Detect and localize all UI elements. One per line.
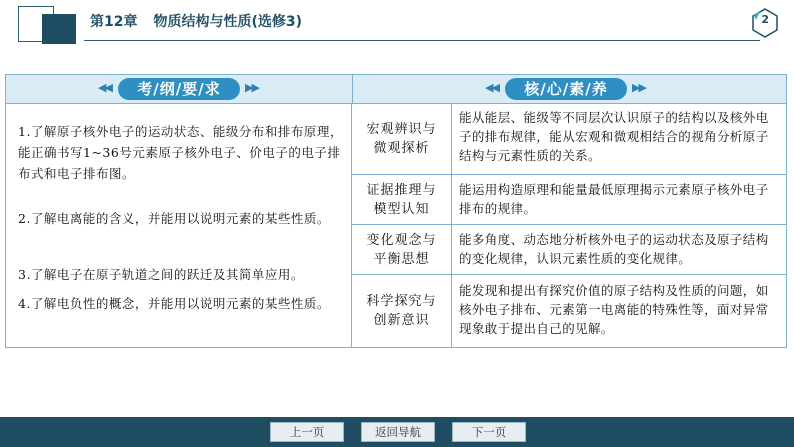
next-page-button[interactable]: 下一页 (452, 422, 526, 442)
arrow-right-icon: ▶▶ (632, 81, 645, 94)
literacy-description: 能从能层、能级等不同层次认识原子的结构以及核外电子的排布规律，能从宏观和微观相结合的视角分析原子结构与元素性质的关系。 (459, 110, 769, 163)
content-table (5, 74, 787, 348)
requirement-item: 4.了解电负性的概念，并能用以说明元素的某些性质。 (18, 296, 330, 311)
arrow-left-icon: ◀◀ (98, 81, 111, 94)
literacy-heading: 核/心/素/养 (505, 78, 627, 100)
footer-nav-bar (0, 417, 794, 447)
literacy-term: 科学探究与创新意识 (352, 275, 452, 347)
requirement-item: 3.了解电子在原子轨道之间的跃迁及其简单应用。 (18, 267, 304, 282)
requirement-item: 2.了解电离能的含义，并能用以说明元素的某些性质。 (18, 211, 330, 226)
prev-page-button[interactable]: 上一页 (270, 422, 344, 442)
literacy-description: 能多角度、动态地分析核外电子的运动状态及原子结构的变化规律，认识元素性质的变化规律。 (459, 232, 769, 266)
literacy-row (352, 104, 786, 175)
header-divider (84, 40, 760, 41)
header-decor-square-filled (42, 14, 76, 44)
literacy-description: 能发现和提出有探究价值的原子结构及性质的问题，如核外电子排布、元素第一电离能的特殊性等，面对异常现象敢于提出自己的见解。 (459, 283, 769, 336)
requirement-item: 1.了解原子核外电子的运动状态、能级分布和排布原理，能正确书写1~36号元素原子核外电子、价电子的电子排布式和电子排布图。 (18, 124, 343, 181)
back-to-nav-button[interactable]: 返回导航 (361, 422, 435, 442)
chapter-label: 第12章 (90, 14, 138, 30)
literacy-term: 证据推理与模型认知 (352, 175, 452, 224)
literacy-description: 能运用构造原理和能量最低原理揭示元素原子核外电子排布的规律。 (459, 182, 769, 216)
literacy-row (352, 275, 786, 347)
requirements-list (6, 104, 352, 347)
literacy-term: 变化观念与平衡思想 (352, 225, 452, 274)
page-title (90, 11, 302, 31)
arrow-right-icon: ▶▶ (245, 81, 258, 94)
literacy-row (352, 175, 786, 225)
literacy-row (352, 225, 786, 275)
literacy-header-bar (352, 75, 786, 104)
page-number: 2 (761, 13, 769, 26)
requirements-heading: 考/纲/要/求 (118, 78, 240, 100)
literacy-term: 宏观辨识与微观探析 (352, 104, 452, 174)
requirements-header-bar (6, 75, 352, 104)
chapter-title: 物质结构与性质(选修3) (153, 14, 303, 30)
arrow-left-icon: ◀◀ (485, 81, 498, 94)
